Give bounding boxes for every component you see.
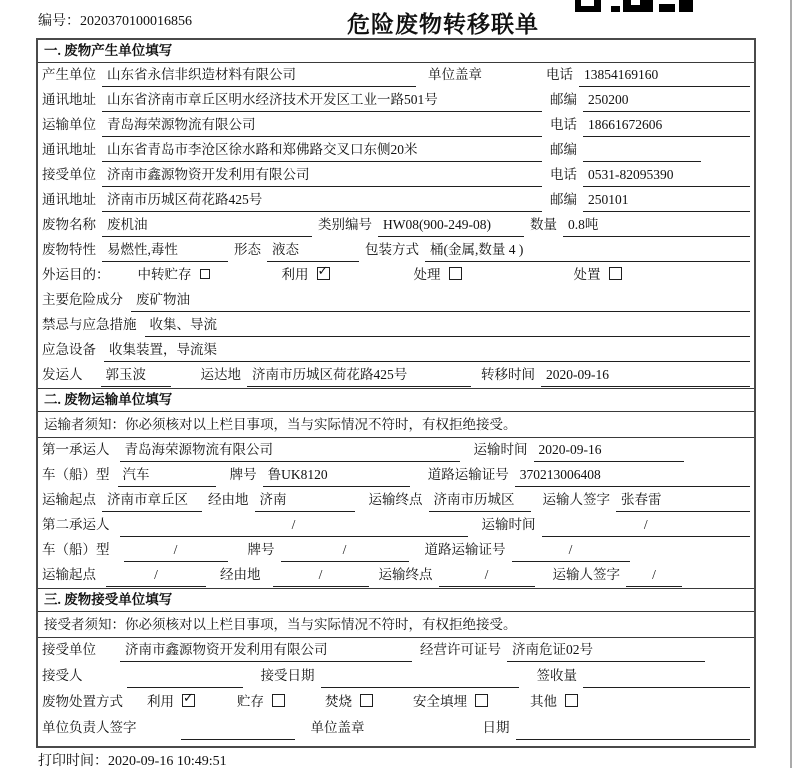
field-value: 2020-09-16 <box>541 363 750 387</box>
field-value: / <box>512 538 630 562</box>
field-value: / <box>281 538 409 562</box>
field-value: 废机油 <box>102 213 312 237</box>
checkbox-icon <box>449 267 462 280</box>
form-row <box>38 63 754 88</box>
checkbox-option <box>325 690 373 713</box>
field-value: 2020-09-16 <box>534 438 684 462</box>
section-heading: 一. 废物产生单位填写 <box>38 40 754 63</box>
field-label: 通讯地址 <box>42 142 96 157</box>
field-label: 接受单位 <box>42 642 96 657</box>
checkbox-label: 其他 <box>530 694 557 709</box>
section-heading: 二. 废物运输单位填写 <box>38 389 754 412</box>
form-row <box>38 188 754 213</box>
form-row <box>38 213 754 238</box>
form-row <box>38 488 754 513</box>
field-label: 运输终点 <box>368 492 423 507</box>
form-row <box>38 638 754 664</box>
doc-number-label: 编号： <box>38 14 80 29</box>
field-value: 鲁UK8120 <box>263 463 410 487</box>
field-label: 通讯地址 <box>42 192 96 207</box>
form-row <box>38 538 754 563</box>
field-label: 牌号 <box>247 542 275 557</box>
field-value: 250200 <box>583 88 750 112</box>
field-label: 运输终点 <box>378 567 433 582</box>
field-label: 应急设备 <box>42 342 96 357</box>
form-row <box>38 513 754 538</box>
field-value: 济南市鑫源物资开发利用有限公司 <box>120 638 412 662</box>
field-value: 液态 <box>267 238 359 262</box>
field-value: 济南市历城区荷花路425号 <box>247 363 471 387</box>
page-title: 危险废物转移联单 <box>347 12 539 37</box>
field-label: 转移时间 <box>481 367 535 382</box>
field-label: 接受人 <box>42 668 83 683</box>
field-value: 汽车 <box>118 463 216 487</box>
field-label: 通讯地址 <box>42 92 96 107</box>
form-row <box>38 113 754 138</box>
field-label: 道路运输证号 <box>424 542 506 557</box>
qr-block <box>679 0 693 12</box>
checkbox-option <box>237 690 285 713</box>
field-label: 道路运输证号 <box>427 467 509 482</box>
field-value <box>127 664 243 688</box>
checkbox-label: 利用 <box>281 267 309 282</box>
section-notice: 运输者须知：你必须核对以上栏目事项，当与实际情况不符时，有权拒绝接受。 <box>38 412 754 438</box>
field-label: 外运目的： <box>42 267 110 282</box>
field-label: 运输时间 <box>481 517 536 532</box>
checkbox-label: 利用 <box>147 694 174 709</box>
field-value <box>583 664 750 688</box>
form-row <box>38 338 754 363</box>
field-label: 第二承运人 <box>42 517 110 532</box>
field-label: 形态 <box>234 242 261 257</box>
field-label: 运达地 <box>200 367 241 382</box>
field-value: / <box>626 563 682 587</box>
field-value: 收集、导流 <box>145 313 751 337</box>
field-label: 运输时间 <box>473 442 528 457</box>
field-value: 郭玉波 <box>101 363 171 387</box>
field-label: 运输起点 <box>42 492 96 507</box>
print-time-label: 打印时间： <box>38 754 108 769</box>
doc-number-value: 2020370100016856 <box>80 14 192 29</box>
field-value: 济南市历城区荷花路425号 <box>102 188 542 212</box>
field-value: 青岛海荣源物流有限公司 <box>102 113 542 137</box>
field-value: 收集装置，导流渠 <box>104 338 750 362</box>
field-value: HW08(900-249-08) <box>378 213 524 237</box>
checkbox-option <box>574 263 622 286</box>
form-row <box>38 463 754 488</box>
field-value: 张春雷 <box>616 488 750 512</box>
form-row <box>38 664 754 690</box>
form-row <box>38 288 754 313</box>
field-value <box>181 716 295 740</box>
checkbox-checked-icon <box>182 694 195 707</box>
field-label: 禁忌与应急措施 <box>42 317 137 332</box>
print-time <box>38 750 227 770</box>
qr-code-fragment-icon <box>575 0 695 12</box>
field-label: 车（船）型 <box>42 542 110 557</box>
field-value: 370213006408 <box>515 463 750 487</box>
checkbox-option <box>282 263 330 286</box>
form-row <box>38 263 754 288</box>
form-row <box>38 313 754 338</box>
checkbox-icon <box>200 269 210 279</box>
form-row <box>38 138 754 163</box>
section-notice: 接受者须知：你必须核对以上栏目事项，当与实际情况不符时，有权拒绝接受。 <box>38 612 754 638</box>
field-label: 牌号 <box>229 467 257 482</box>
field-label: 邮编 <box>550 192 577 207</box>
field-label: 电话 <box>546 67 573 82</box>
qr-block <box>611 6 620 12</box>
field-value <box>321 664 519 688</box>
field-value: 济南市章丘区 <box>102 488 202 512</box>
checkbox-label: 焚烧 <box>325 694 352 709</box>
field-value: 济南危证02号 <box>507 638 705 662</box>
checkbox-option <box>147 690 195 713</box>
qr-block <box>659 4 675 12</box>
checkbox-option <box>413 690 488 713</box>
field-value: / <box>106 563 206 587</box>
form-row <box>38 690 754 716</box>
form-row <box>38 88 754 113</box>
field-label: 运输单位 <box>42 117 96 132</box>
field-value: 桶(金属,数量 4 ) <box>425 238 750 262</box>
form-row <box>38 163 754 188</box>
field-value <box>583 138 701 162</box>
field-label: 邮编 <box>550 92 577 107</box>
doc-number <box>38 10 192 30</box>
checkbox-icon <box>475 694 488 707</box>
form-row <box>38 563 754 588</box>
checkbox-icon <box>360 694 373 707</box>
field-label: 签收量 <box>536 668 577 683</box>
field-value: 0.8吨 <box>563 213 750 237</box>
form-section <box>38 40 754 388</box>
field-value: 易燃性,毒性 <box>102 238 228 262</box>
checkbox-option <box>414 263 462 286</box>
field-value: 山东省青岛市李沧区徐水路和郑佛路交叉口东侧20米 <box>102 138 542 162</box>
checkbox-label: 处置 <box>573 267 601 282</box>
field-label: 包装方式 <box>365 242 419 257</box>
field-label: 数量 <box>530 217 557 232</box>
checkbox-icon <box>609 267 622 280</box>
checkbox-icon <box>565 694 578 707</box>
section-heading: 三. 废物接受单位填写 <box>38 589 754 612</box>
field-value: 济南市鑫源物资开发利用有限公司 <box>102 163 542 187</box>
field-label: 电话 <box>550 167 577 182</box>
field-value: / <box>124 538 228 562</box>
field-label: 经营许可证号 <box>420 642 501 657</box>
field-value: 13854169160 <box>579 63 750 87</box>
field-label: 废物特性 <box>42 242 96 257</box>
field-value: 250101 <box>583 188 750 212</box>
checkbox-label: 贮存 <box>237 694 264 709</box>
form-row <box>38 438 754 463</box>
field-label: 接受单位 <box>42 167 96 182</box>
checkbox-checked-icon <box>317 267 330 280</box>
field-label: 经由地 <box>220 567 261 582</box>
field-value: / <box>273 563 369 587</box>
field-label: 废物名称 <box>42 217 96 232</box>
field-label: 废物处置方式 <box>42 694 123 709</box>
field-label: 发运人 <box>42 367 83 382</box>
form-row <box>38 716 754 742</box>
field-value: 0531-82095390 <box>583 163 750 187</box>
print-time-value: 2020-09-16 10:49:51 <box>108 754 227 769</box>
qr-block <box>581 0 594 6</box>
field-value: / <box>439 563 535 587</box>
field-value <box>516 716 751 740</box>
field-value: 废矿物油 <box>131 288 750 312</box>
field-value: / <box>120 513 468 537</box>
field-label: 车（船）型 <box>42 467 110 482</box>
checkbox-icon <box>272 694 285 707</box>
field-value: 山东省永信非织造材料有限公司 <box>102 63 416 87</box>
checkbox-option <box>530 690 578 713</box>
checkbox-label: 处理 <box>413 267 441 282</box>
field-label: 单位负责人签字 <box>42 720 137 735</box>
field-label: 电话 <box>550 117 577 132</box>
checkbox-label: 中转贮存 <box>137 267 192 282</box>
field-label: 运输人签字 <box>552 567 620 582</box>
form-row <box>38 238 754 263</box>
field-value: / <box>542 513 751 537</box>
checkbox-option <box>138 263 210 286</box>
field-label: 接受日期 <box>260 668 315 683</box>
field-value: 18661672606 <box>583 113 750 137</box>
form-section <box>38 588 754 742</box>
field-value: 青岛海荣源物流有限公司 <box>120 438 460 462</box>
field-label: 单位盖章 <box>310 720 365 735</box>
field-label: 经由地 <box>208 492 249 507</box>
field-label: 运输人签字 <box>542 492 610 507</box>
form-row <box>38 363 754 388</box>
qr-block <box>631 0 640 5</box>
field-label: 主要危险成分 <box>42 292 123 307</box>
field-label: 类别编号 <box>318 217 372 232</box>
field-label: 邮编 <box>550 142 577 157</box>
field-label: 第一承运人 <box>42 442 110 457</box>
field-value: 济南市历城区 <box>429 488 531 512</box>
field-label: 产生单位 <box>42 67 96 82</box>
field-label: 单位盖章 <box>428 67 482 82</box>
form-section <box>38 388 754 588</box>
page-edge-line <box>790 0 792 768</box>
field-label: 日期 <box>482 720 510 735</box>
form-table <box>36 38 756 748</box>
field-label: 运输起点 <box>42 567 96 582</box>
field-value: 济南 <box>255 488 355 512</box>
checkbox-label: 安全填埋 <box>413 694 467 709</box>
field-value: 山东省济南市章丘区明水经济技术开发区工业一路501号 <box>102 88 542 112</box>
